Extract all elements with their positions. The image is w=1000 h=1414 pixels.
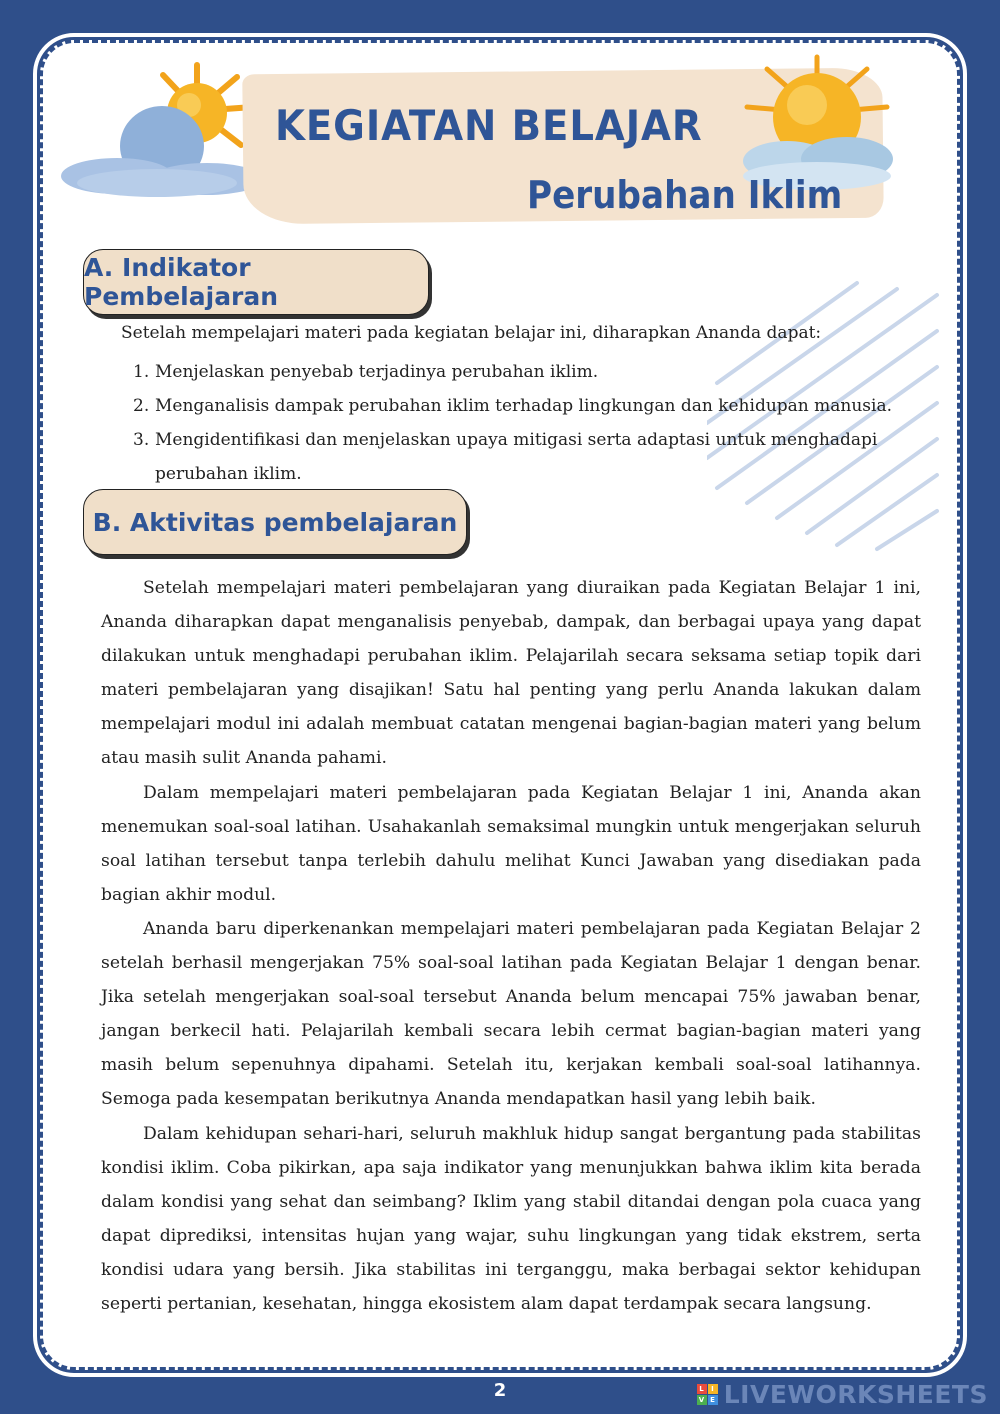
section-b-heading: B. Aktivitas pembelajaran — [83, 489, 467, 555]
page-subtitle: Perubahan Iklim — [526, 173, 842, 217]
objectives-list — [133, 355, 913, 491]
objectives-intro: Setelah mempelajari materi pada kegiatan belajar ini, diharapkan Ananda dapat: — [121, 323, 822, 343]
page-number: 2 — [493, 1380, 507, 1401]
paragraph: Setelah mempelajari materi pembelajaran yang diuraikan pada Kegiatan Belajar 1 ini, Ananda diharapkan dapat menganalisis penyebab, dampak, dan berbagai upaya yang dapat dilakukan untuk menghadapi perubahan iklim. Pelajarilah secara seksama setiap topik dari materi pembelajaran yang disajikan! Satu hal penting yang perlu Ananda lakukan dalam mempelajari modul ini adalah membuat catatan mengenai bagian-bagian materi yang belum atau masih sulit Ananda pahami. — [101, 578, 921, 769]
section-a-heading: A. Indikator Pembelajaran — [83, 249, 429, 315]
watermark-text: LIVEWORKSHEETS — [723, 1380, 988, 1409]
page-card — [40, 40, 960, 1370]
list-item: 3. Mengidentifikasi dan menjelaskan upaya mitigasi serta adaptasi untuk menghadapi perubahan iklim. — [133, 430, 878, 484]
paragraph: Dalam kehidupan sehari-hari, seluruh makhluk hidup sangat bergantung pada stabilitas kondisi iklim. Coba pikirkan, apa saja indikator yang menunjukkan bahwa iklim kita berada dalam kondisi yang sehat dan seimbang? Iklim yang stabil ditandai dengan pola cuaca yang dapat diprediksi, intensitas hujan yang wajar, suhu lingkungan yang tidak ekstrem, serta kondisi udara yang bersih. Jika stabilitas ini terganggu, maka berbagai sektor kehidupan seperti pertanian, kesehatan, hingga ekosistem alam dapat terdampak secara langsung. — [101, 1123, 921, 1314]
liveworksheets-watermark — [697, 1380, 988, 1409]
activity-text — [101, 571, 921, 1321]
paragraph: Dalam mempelajari materi pembelajaran pada Kegiatan Belajar 1 ini, Ananda akan menemukan soal-soal latihan. Usahakanlah semaksimal mungkin untuk mengerjakan seluruh soal latihan tersebut tanpa terlebih dahulu melihat Kunci Jawaban yang disediakan pada bagian akhir modul. — [101, 782, 921, 905]
liveworksheets-logo-icon: L I V E — [697, 1384, 718, 1405]
paragraph: Ananda baru diperkenankan mempelajari materi pembelajaran pada Kegiatan Belajar 2 setelah berhasil mengerjakan 75% soal-soal latihan pada Kegiatan Belajar 1 dengan benar. Jika setelah mengerjakan soal-soal tersebut Ananda belum mencapai 75% jawaban benar, jangan berkecil hati. Pelajarilah kembali secara lebih cermat bagian-bagian materi yang masih belum sepenuhnya dipahami. Setelah itu, kerjakan kembali soal-soal latihannya. Semoga pada kesempatan berikutnya Ananda mendapatkan hasil yang lebih baik. — [101, 918, 921, 1110]
page-title: KEGIATAN BELAJAR — [275, 101, 703, 150]
list-item: 1. Menjelaskan penyebab terjadinya perubahan iklim. — [133, 362, 599, 382]
sun-behind-cloud-illustration — [57, 51, 267, 201]
list-item: 2. Menganalisis dampak perubahan iklim terhadap lingkungan dan kehidupan manusia. — [133, 396, 893, 416]
